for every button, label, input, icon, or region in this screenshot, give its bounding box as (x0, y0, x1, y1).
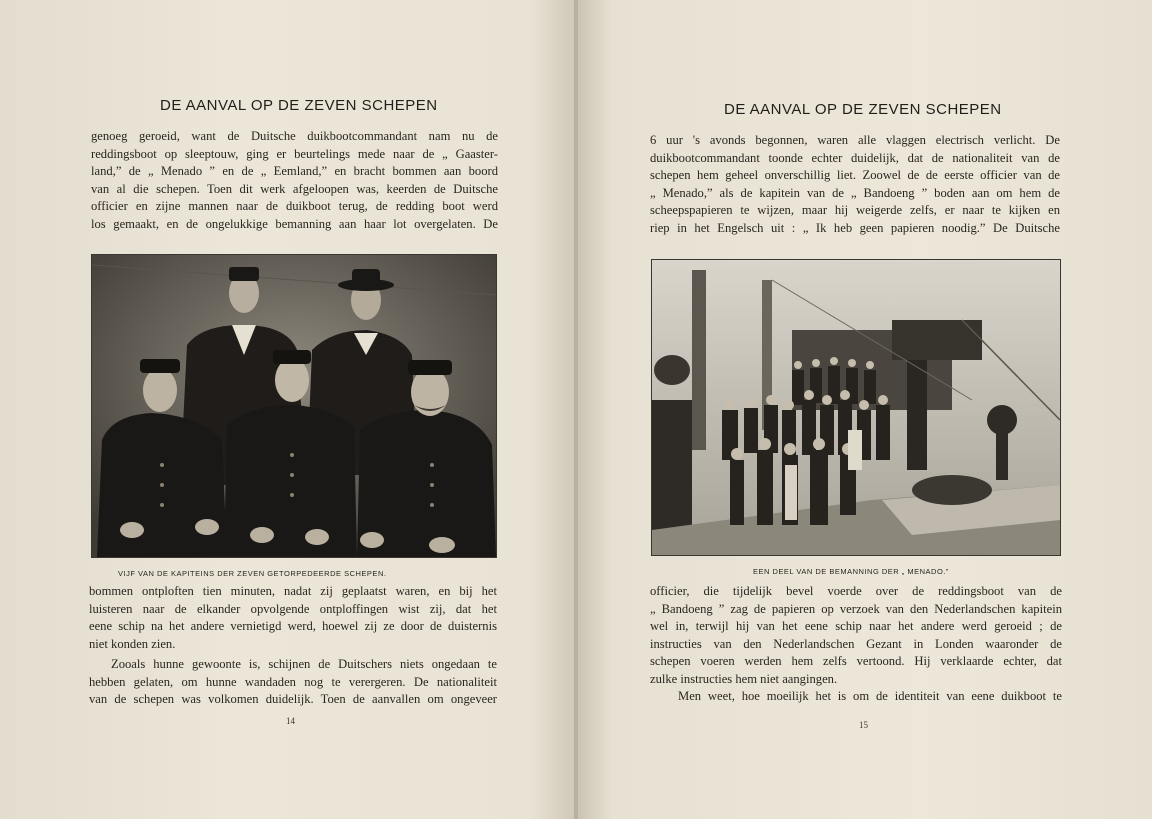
left-paragraph-2 (89, 583, 497, 653)
right-page (578, 0, 1152, 819)
text-line: scheepspapieren te wijzen, maar hij weigerde zelfs, er naar te kijken en (650, 203, 1060, 217)
right-paragraph-3 (650, 688, 1062, 706)
text-line: reddingsboot op sleeptouw, ging er beurtelings mede naar de „ Gaaster- (91, 146, 498, 161)
text-line: van al die schepen. Toen dit werk afgeloopen was, keerden de Duitsche (91, 181, 498, 196)
crew-photo-image (652, 260, 1060, 555)
left-page-number: 14 (286, 716, 295, 726)
text-line: officier, die tijdelijk bevel voerde over de reddingsboot van de (650, 584, 1062, 598)
right-running-header: DE AANVAL OP DE ZEVEN SCHEPEN (724, 101, 1002, 118)
text-line: bommen ontploften tien minuten, nadat zij geplaatst waren, en bij het (89, 584, 497, 598)
text-line: van de schepen was volkomen duidelijk. Toen de aanvallen om ongeveer (89, 692, 497, 706)
text-line: „ Bandoeng ” zag de papieren op verzoek van den Nederlandschen kapitein (650, 601, 1062, 616)
text-line: land,” de „ Menado ” en de „ Eemland,” en bracht bommen aan boord (91, 164, 498, 178)
text-line: los gemaakt, en de ongelukkige bemanning aan haar lot overgelaten. De (91, 216, 498, 231)
left-photo-caption: VIJF VAN DE KAPITEINS DER ZEVEN GETORPEDEERDE SCHEPEN. (118, 569, 387, 578)
left-paragraph-3 (89, 656, 497, 709)
captains-photo-image (92, 255, 496, 557)
text-line: zulke instructies hem niet aangingen. (650, 671, 838, 686)
text-line: schepen hem geheel onverschillig liet. Zoowel de de eerste officier van de (650, 168, 1060, 182)
text-line: hebben gelaten, om hunne wandaden nog te verergeren. De nationaliteit (89, 674, 497, 689)
text-line: genoeg geroeid, want de Duitsche duikbootcommandant nam nu de (91, 129, 498, 143)
right-paragraph-1 (650, 132, 1060, 237)
text-line: Zooals hunne gewoonte is, schijnen de Duitschers niets ongedaan te (111, 657, 497, 671)
text-line: officier en zijne mannen naar de duikboot terug, de redding boot werd (91, 199, 498, 213)
text-line: Men weet, hoe moeilijk het is om de identiteit van eene duikboot te (678, 689, 1062, 703)
text-line: wel in, terwijl hij van het eene schip naar het andere werd geroeid ; de (650, 619, 1062, 633)
text-line: luisteren naar de elkander opvolgende ontploffingen wist zij, dat het (89, 601, 497, 616)
text-line: riep in het Engelsch uit : „ Ik heb geen papieren noodig.” De Duitsche (650, 220, 1060, 235)
text-line: 6 uur 's avonds begonnen, waren alle vlaggen electrisch verlicht. De (650, 133, 1060, 147)
text-line: instructies van den Nederlandschen Gezant in Londen waaronder de (650, 636, 1062, 651)
text-line: niet konden zien. (89, 636, 176, 651)
crew-photo (651, 259, 1061, 556)
text-line: duikbootcommandant toonde echter duidelijk, dat de nationaliteit van de (650, 150, 1060, 165)
right-photo-caption: EEN DEEL VAN DE BEMANNING DER „ MENADO.” (753, 567, 949, 576)
text-line: „ Menado,” als de kapitein van de „ Bandoeng ” boden aan om hem de (650, 185, 1060, 200)
text-line: schepen voeren werden hem zelfs vertoond. Hij verklaarde echter, dat (650, 654, 1062, 668)
left-paragraph-1 (91, 128, 498, 233)
right-paragraph-2 (650, 583, 1062, 688)
left-running-header: DE AANVAL OP DE ZEVEN SCHEPEN (160, 97, 438, 114)
right-page-number: 15 (859, 720, 868, 730)
text-line: eene schip na het andere vernietigd werd, hoewel zij ze door de duisternis (89, 619, 497, 633)
captains-photo (91, 254, 497, 558)
